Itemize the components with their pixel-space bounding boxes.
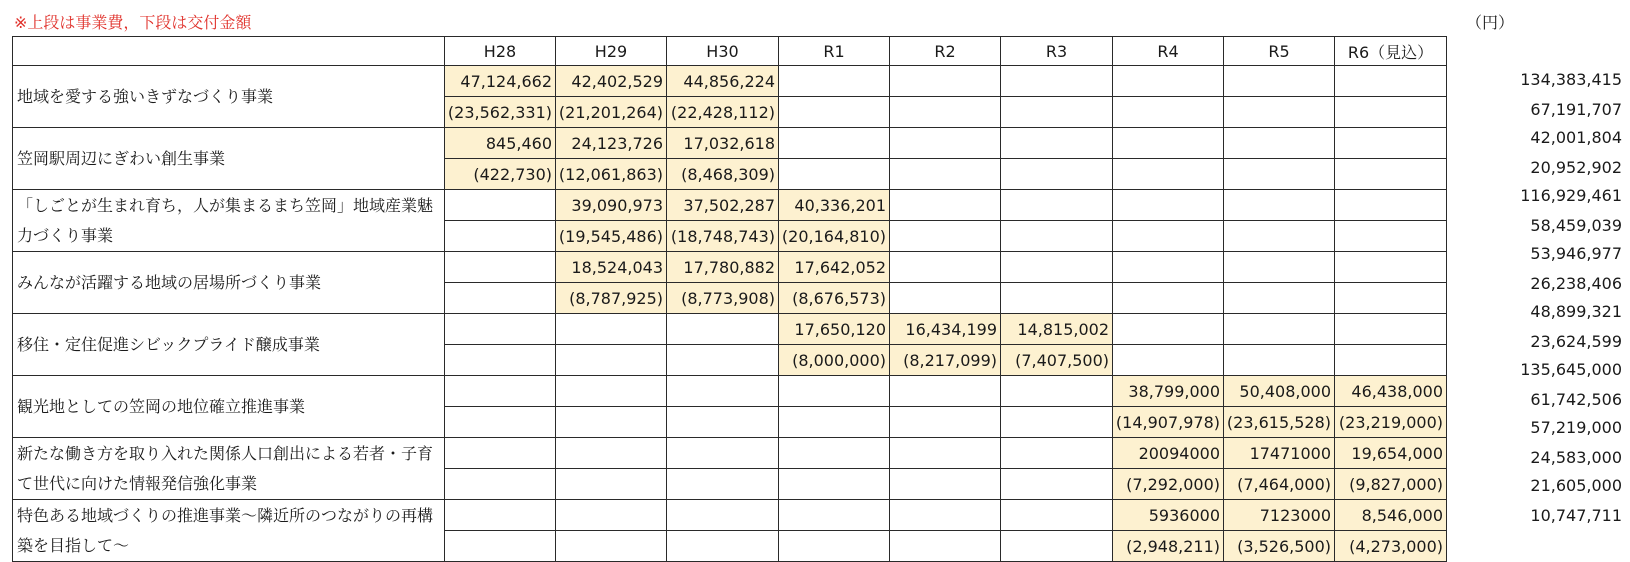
empty-cell — [1001, 252, 1113, 283]
empty-cell — [779, 407, 890, 438]
table-row — [13, 128, 1447, 159]
empty-cell — [667, 469, 779, 500]
empty-cell — [556, 345, 667, 376]
grant-cell: (21,201,264) — [556, 97, 667, 128]
empty-cell — [1001, 97, 1113, 128]
empty-cell — [667, 314, 779, 345]
empty-cell — [1224, 128, 1335, 159]
total-group — [1430, 355, 1622, 413]
empty-cell — [779, 97, 890, 128]
total-group — [1430, 239, 1622, 297]
total-cost: 53,946,977 — [1530, 244, 1622, 263]
empty-cell — [667, 407, 779, 438]
empty-cell — [1113, 283, 1224, 314]
empty-cell — [1001, 128, 1113, 159]
year-header: R1 — [779, 37, 890, 66]
empty-cell — [1001, 438, 1113, 469]
empty-cell — [890, 66, 1001, 97]
grant-cell: (4,273,000) — [1335, 531, 1447, 562]
cost-cell: 8,546,000 — [1335, 500, 1447, 531]
project-name: 観光地としての笠岡の地位確立推進事業 — [13, 376, 445, 438]
empty-cell — [445, 376, 556, 407]
empty-cell — [779, 500, 890, 531]
empty-cell — [1224, 97, 1335, 128]
empty-cell — [1001, 190, 1113, 221]
total-cost: 116,929,461 — [1520, 186, 1622, 205]
cost-cell: 14,815,002 — [1001, 314, 1113, 345]
empty-cell — [667, 376, 779, 407]
cost-cell: 20094000 — [1113, 438, 1224, 469]
grant-cell: (8,000,000) — [779, 345, 890, 376]
year-header: R2 — [890, 37, 1001, 66]
cost-cell: 40,336,201 — [779, 190, 890, 221]
grant-cell: (22,428,112) — [667, 97, 779, 128]
table-row — [13, 314, 1447, 345]
cost-cell: 50,408,000 — [1224, 376, 1335, 407]
total-group — [1430, 181, 1622, 239]
cost-cell: 38,799,000 — [1113, 376, 1224, 407]
project-name: 笠岡駅周辺にぎわい創生事業 — [13, 128, 445, 190]
project-name: 移住・定住促進シビックプライド醸成事業 — [13, 314, 445, 376]
empty-cell — [890, 376, 1001, 407]
year-header: R3 — [1001, 37, 1113, 66]
empty-cell — [890, 252, 1001, 283]
total-group — [1430, 413, 1622, 471]
empty-cell — [445, 314, 556, 345]
year-header: H30 — [667, 37, 779, 66]
empty-cell — [1001, 376, 1113, 407]
empty-cell — [445, 190, 556, 221]
totals-column — [1430, 65, 1622, 529]
empty-cell — [1113, 128, 1224, 159]
grant-cell: (2,948,211) — [1113, 531, 1224, 562]
empty-cell — [556, 376, 667, 407]
cost-cell: 5936000 — [1113, 500, 1224, 531]
table-row — [13, 252, 1447, 283]
total-grant: 58,459,039 — [1530, 216, 1622, 235]
grant-cell: (23,219,000) — [1335, 407, 1447, 438]
empty-cell — [556, 500, 667, 531]
header-blank — [13, 37, 445, 66]
cost-cell: 17,642,052 — [779, 252, 890, 283]
grant-cell: (23,615,528) — [1224, 407, 1335, 438]
empty-cell — [1113, 190, 1224, 221]
empty-cell — [890, 221, 1001, 252]
empty-cell — [556, 438, 667, 469]
grant-cell: (8,468,309) — [667, 159, 779, 190]
cost-cell: 16,434,199 — [890, 314, 1001, 345]
empty-cell — [1001, 159, 1113, 190]
empty-cell — [1224, 159, 1335, 190]
grant-cell: (19,545,486) — [556, 221, 667, 252]
empty-cell — [556, 314, 667, 345]
empty-cell — [556, 407, 667, 438]
cost-cell: 17471000 — [1224, 438, 1335, 469]
empty-cell — [1001, 221, 1113, 252]
table-row — [13, 376, 1447, 407]
empty-cell — [1224, 314, 1335, 345]
empty-cell — [890, 190, 1001, 221]
cost-cell: 37,502,287 — [667, 190, 779, 221]
empty-cell — [556, 469, 667, 500]
empty-cell — [667, 438, 779, 469]
cost-cell: 47,124,662 — [445, 66, 556, 97]
empty-cell — [445, 469, 556, 500]
empty-cell — [1224, 221, 1335, 252]
empty-cell — [1113, 345, 1224, 376]
empty-cell — [1113, 97, 1224, 128]
grant-cell: (8,773,908) — [667, 283, 779, 314]
empty-cell — [1224, 252, 1335, 283]
year-header: R6（見込） — [1335, 37, 1447, 66]
total-group — [1430, 123, 1622, 181]
grant-cell: (7,292,000) — [1113, 469, 1224, 500]
empty-cell — [779, 469, 890, 500]
total-grant: 24,583,000 — [1530, 448, 1622, 467]
cost-cell: 17,032,618 — [667, 128, 779, 159]
grant-cell: (23,562,331) — [445, 97, 556, 128]
empty-cell — [890, 128, 1001, 159]
empty-cell — [890, 407, 1001, 438]
empty-cell — [1113, 66, 1224, 97]
cost-cell: 44,856,224 — [667, 66, 779, 97]
year-header: H28 — [445, 37, 556, 66]
empty-cell — [445, 438, 556, 469]
cost-cell: 24,123,726 — [556, 128, 667, 159]
total-grant: 20,952,902 — [1530, 158, 1622, 177]
empty-cell — [1001, 500, 1113, 531]
empty-cell — [1113, 159, 1224, 190]
total-grant: 26,238,406 — [1530, 274, 1622, 293]
grant-cell: (7,464,000) — [1224, 469, 1335, 500]
cost-cell: 39,090,973 — [556, 190, 667, 221]
empty-cell — [890, 438, 1001, 469]
table-row — [13, 500, 1447, 531]
grant-cell: (14,907,978) — [1113, 407, 1224, 438]
empty-cell — [1113, 252, 1224, 283]
empty-cell — [890, 159, 1001, 190]
empty-cell — [445, 407, 556, 438]
grant-cell: (12,061,863) — [556, 159, 667, 190]
grant-cell: (422,730) — [445, 159, 556, 190]
empty-cell — [890, 469, 1001, 500]
cost-cell: 17,780,882 — [667, 252, 779, 283]
year-header: H29 — [556, 37, 667, 66]
total-cost: 57,219,000 — [1530, 418, 1622, 437]
empty-cell — [890, 283, 1001, 314]
year-header: R5 — [1224, 37, 1335, 66]
project-name: 特色ある地域づくりの推進事業～隣近所のつながりの再構築を目指して～ — [13, 500, 445, 562]
table-row — [13, 438, 1447, 469]
empty-cell — [1224, 66, 1335, 97]
total-grant: 67,191,707 — [1530, 100, 1622, 119]
empty-cell — [779, 66, 890, 97]
grant-cell: (20,164,810) — [779, 221, 890, 252]
project-name: 新たな働き方を取り入れた関係人口創出による若者・子育て世代に向けた情報発信強化事業 — [13, 438, 445, 500]
cost-cell: 19,654,000 — [1335, 438, 1447, 469]
grant-cell: (7,407,500) — [1001, 345, 1113, 376]
grant-cell: (3,526,500) — [1224, 531, 1335, 562]
project-name: みんなが活躍する地域の居場所づくり事業 — [13, 252, 445, 314]
total-grant: 10,747,711 — [1530, 506, 1622, 525]
grant-cell: (18,748,743) — [667, 221, 779, 252]
empty-cell — [890, 500, 1001, 531]
project-name: 地域を愛する強いきずなづくり事業 — [13, 66, 445, 128]
empty-cell — [445, 221, 556, 252]
total-cost: 135,645,000 — [1520, 360, 1622, 379]
cost-cell: 845,460 — [445, 128, 556, 159]
table-row — [13, 66, 1447, 97]
empty-cell — [1224, 190, 1335, 221]
empty-cell — [779, 159, 890, 190]
grant-table — [12, 36, 1447, 562]
empty-cell — [890, 97, 1001, 128]
table-note: ※上段は事業費，下段は交付金額 — [14, 13, 252, 32]
cost-cell: 17,650,120 — [779, 314, 890, 345]
year-header: R4 — [1113, 37, 1224, 66]
empty-cell — [445, 252, 556, 283]
table-row — [13, 190, 1447, 221]
empty-cell — [667, 500, 779, 531]
total-grant: 23,624,599 — [1530, 332, 1622, 351]
grant-cell: (8,787,925) — [556, 283, 667, 314]
empty-cell — [667, 345, 779, 376]
unit-label: （円） — [1466, 13, 1515, 32]
total-cost: 21,605,000 — [1530, 476, 1622, 495]
project-name: 「しごとが生まれ育ち，人が集まるまち笠岡」地域産業魅力づくり事業 — [13, 190, 445, 252]
total-grant: 61,742,506 — [1530, 390, 1622, 409]
total-cost: 134,383,415 — [1520, 70, 1622, 89]
empty-cell — [1001, 469, 1113, 500]
empty-cell — [779, 128, 890, 159]
empty-cell — [445, 500, 556, 531]
total-group — [1430, 471, 1622, 529]
total-cost: 42,001,804 — [1530, 128, 1622, 147]
empty-cell — [1001, 283, 1113, 314]
grant-cell: (8,676,573) — [779, 283, 890, 314]
cost-cell: 18,524,043 — [556, 252, 667, 283]
grant-cell: (8,217,099) — [890, 345, 1001, 376]
empty-cell — [1224, 283, 1335, 314]
empty-cell — [1001, 66, 1113, 97]
grant-cell: (9,827,000) — [1335, 469, 1447, 500]
empty-cell — [445, 345, 556, 376]
cost-cell: 7123000 — [1224, 500, 1335, 531]
empty-cell — [779, 438, 890, 469]
total-group — [1430, 65, 1622, 123]
empty-cell — [1113, 221, 1224, 252]
empty-cell — [445, 283, 556, 314]
empty-cell — [1113, 314, 1224, 345]
header-row — [13, 37, 1447, 66]
empty-cell — [1224, 345, 1335, 376]
empty-cell — [1001, 407, 1113, 438]
cost-cell: 46,438,000 — [1335, 376, 1447, 407]
empty-cell — [779, 376, 890, 407]
cost-cell: 42,402,529 — [556, 66, 667, 97]
total-group — [1430, 297, 1622, 355]
total-cost: 48,899,321 — [1530, 302, 1622, 321]
